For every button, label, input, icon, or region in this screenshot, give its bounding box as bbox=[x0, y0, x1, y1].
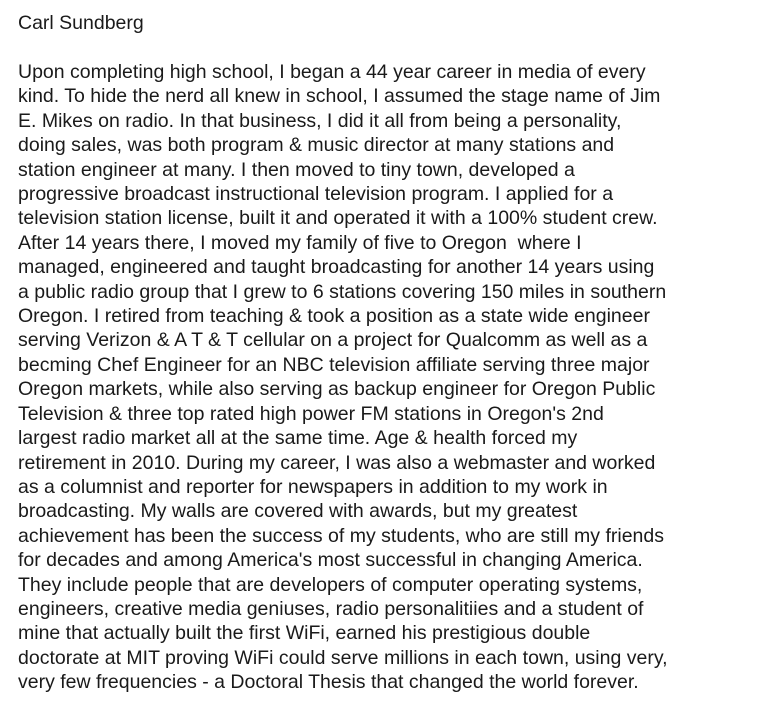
paragraph-line: television station license, built it and operated it with a 100% student crew. bbox=[18, 207, 658, 230]
paragraph-line: engineers, creative media geniuses, radio personalitiies and a student of bbox=[18, 597, 644, 620]
paragraph-line: largest radio market all at the same time. Age & health forced my bbox=[18, 427, 578, 450]
paragraph-line: They include people that are developers of computer operating systems, bbox=[18, 573, 643, 596]
paragraph-line: retirement in 2010. During my career, I was also a webmaster and worked bbox=[18, 451, 656, 474]
paragraph-line: broadcasting. My walls are covered with awards, but my greatest bbox=[18, 500, 578, 523]
paragraph-line: Oregon. I retired from teaching & took a position as a state wide engineer bbox=[18, 305, 650, 328]
paragraph-line: serving Verizon & A T & T cellular on a project for Qualcomm as well as a bbox=[18, 329, 648, 352]
paragraph-line: doing sales, was both program & music director at many stations and bbox=[18, 134, 615, 157]
paragraph-line: for decades and among America's most successful in changing America. bbox=[18, 549, 643, 572]
paragraph-line: very few frequencies - a Doctoral Thesis that changed the world forever. bbox=[18, 671, 639, 694]
paragraph-line: a public radio group that I grew to 6 stations covering 150 miles in southern bbox=[18, 280, 667, 303]
paragraph-line: progressive broadcast instructional television program. I applied for a bbox=[18, 183, 614, 206]
paragraph-line: E. Mikes on radio. In that business, I did it all from being a personality, bbox=[18, 109, 622, 132]
paragraph-line: managed, engineered and taught broadcasting for another 14 years using bbox=[18, 256, 655, 279]
paragraph-line: station engineer at many. I then moved to tiny town, developed a bbox=[18, 158, 575, 181]
paragraph-line: as a columnist and reporter for newspapers in addition to my work in bbox=[18, 475, 608, 498]
paragraph-line: After 14 years there, I moved my family of five to Oregon where I bbox=[18, 231, 582, 254]
paragraph-line: kind. To hide the nerd all knew in school, I assumed the stage name of Jim bbox=[18, 85, 661, 108]
paragraph-line: Television & three top rated high power FM stations in Oregon's 2nd bbox=[18, 402, 604, 425]
paragraph-line: Oregon markets, while also serving as backup engineer for Oregon Public bbox=[18, 378, 656, 401]
paragraph-line: becming Chef Engineer for an NBC television affiliate serving three major bbox=[18, 353, 650, 376]
author-name: Carl Sundberg bbox=[18, 12, 144, 34]
biography-paragraph bbox=[18, 60, 668, 695]
paragraph-line: mine that actually built the first WiFi, earned his prestigious double bbox=[18, 622, 591, 645]
paragraph-line: achievement has been the success of my students, who are still my friends bbox=[18, 524, 664, 547]
paragraph-line: Upon completing high school, I began a 44 year career in media of every bbox=[18, 61, 646, 83]
paragraph-line: doctorate at MIT proving WiFi could serve millions in each town, using very, bbox=[18, 646, 668, 669]
